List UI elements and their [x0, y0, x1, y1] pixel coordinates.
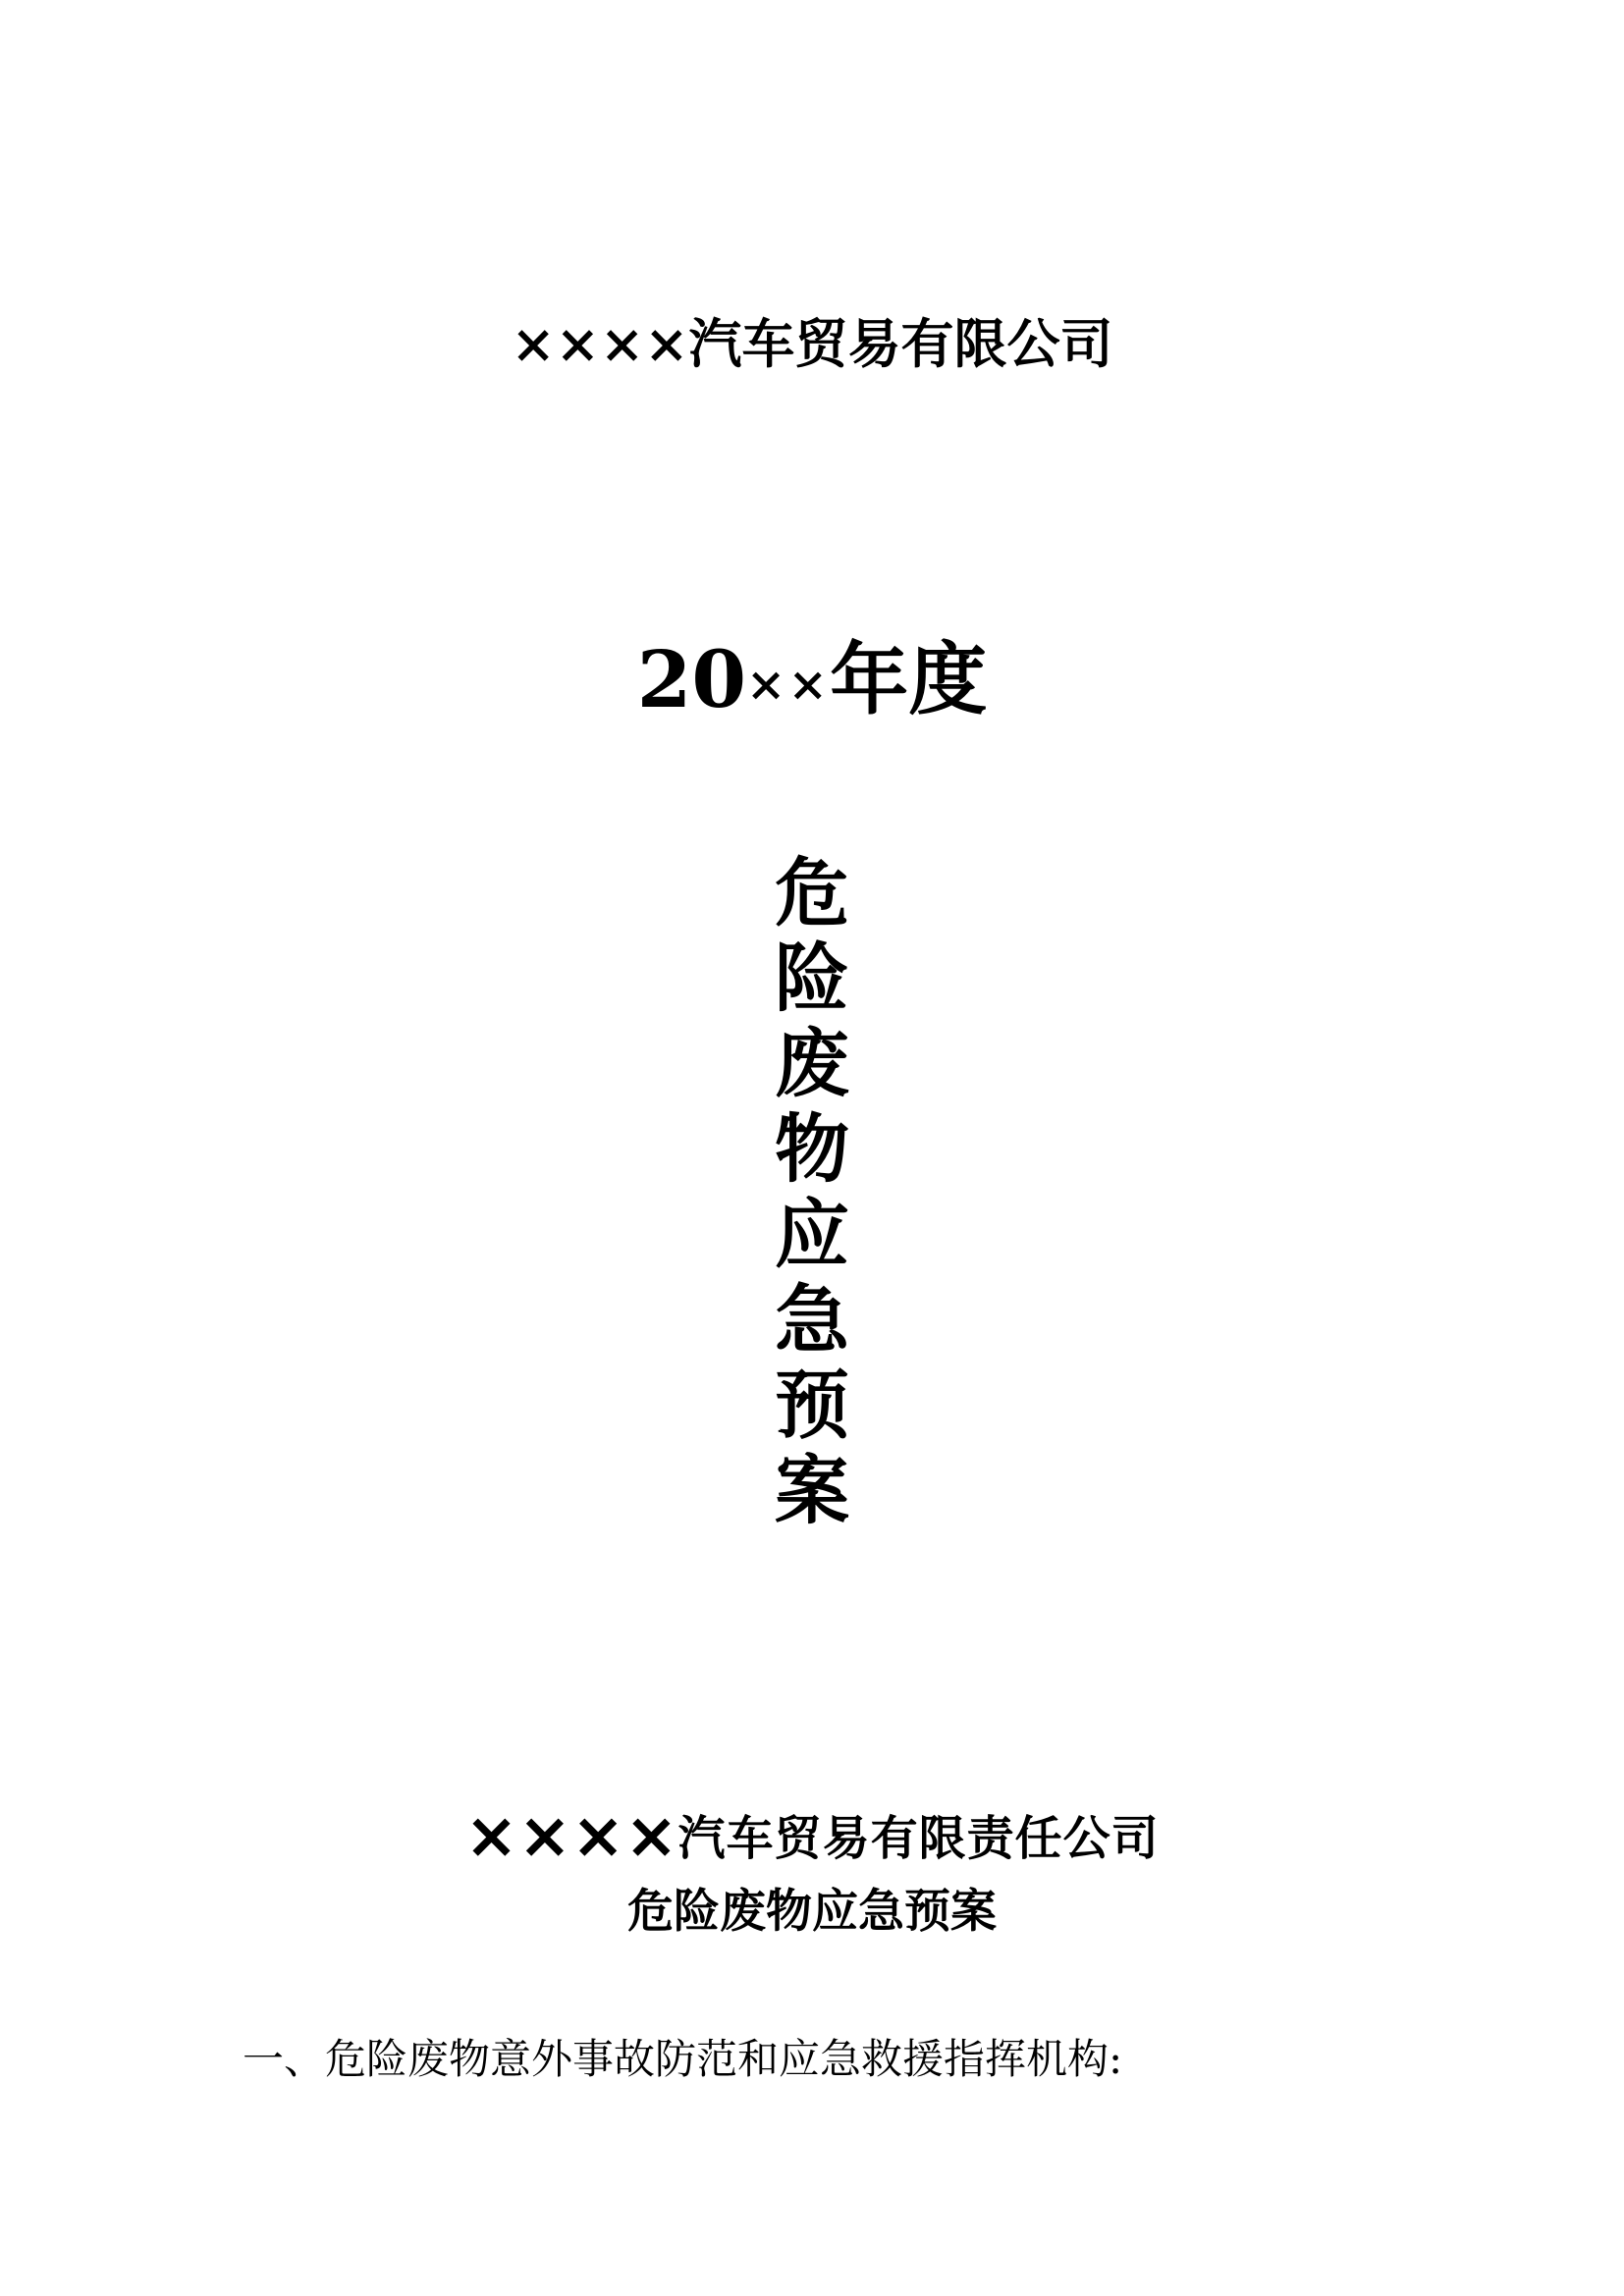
vertical-title-char-5: 应: [775, 1191, 849, 1278]
footer-company-line: [0, 1799, 1624, 1873]
year-title: [0, 630, 1624, 733]
year-suffix: 年度: [830, 633, 988, 725]
footer-company-name: 汽车贸易有限责任公司: [677, 1810, 1160, 1866]
vertical-title-char-3: 废: [775, 1020, 849, 1107]
vertical-title-char-2: 险: [775, 934, 849, 1022]
footer-subtitle: 危险废物应急预案: [627, 1885, 997, 1939]
company-title: ××××汽车贸易有限公司: [511, 312, 1113, 375]
year-prefix: 20: [636, 633, 747, 725]
vertical-title-char-6: 急: [775, 1276, 849, 1363]
vertical-title-char-8: 案: [775, 1447, 849, 1534]
vertical-title-char-4: 物: [775, 1105, 849, 1193]
section-heading: 一、危险废物意外事故防范和应急救援指挥机构:: [243, 2035, 1123, 2083]
vertical-title-char-7: 预: [775, 1362, 849, 1449]
year-x-placeholder: ××: [746, 657, 831, 713]
vertical-title-char-1: 危: [775, 849, 849, 936]
footer-company-prefix: ××××: [464, 1799, 678, 1873]
vertical-title: [0, 850, 1624, 1533]
